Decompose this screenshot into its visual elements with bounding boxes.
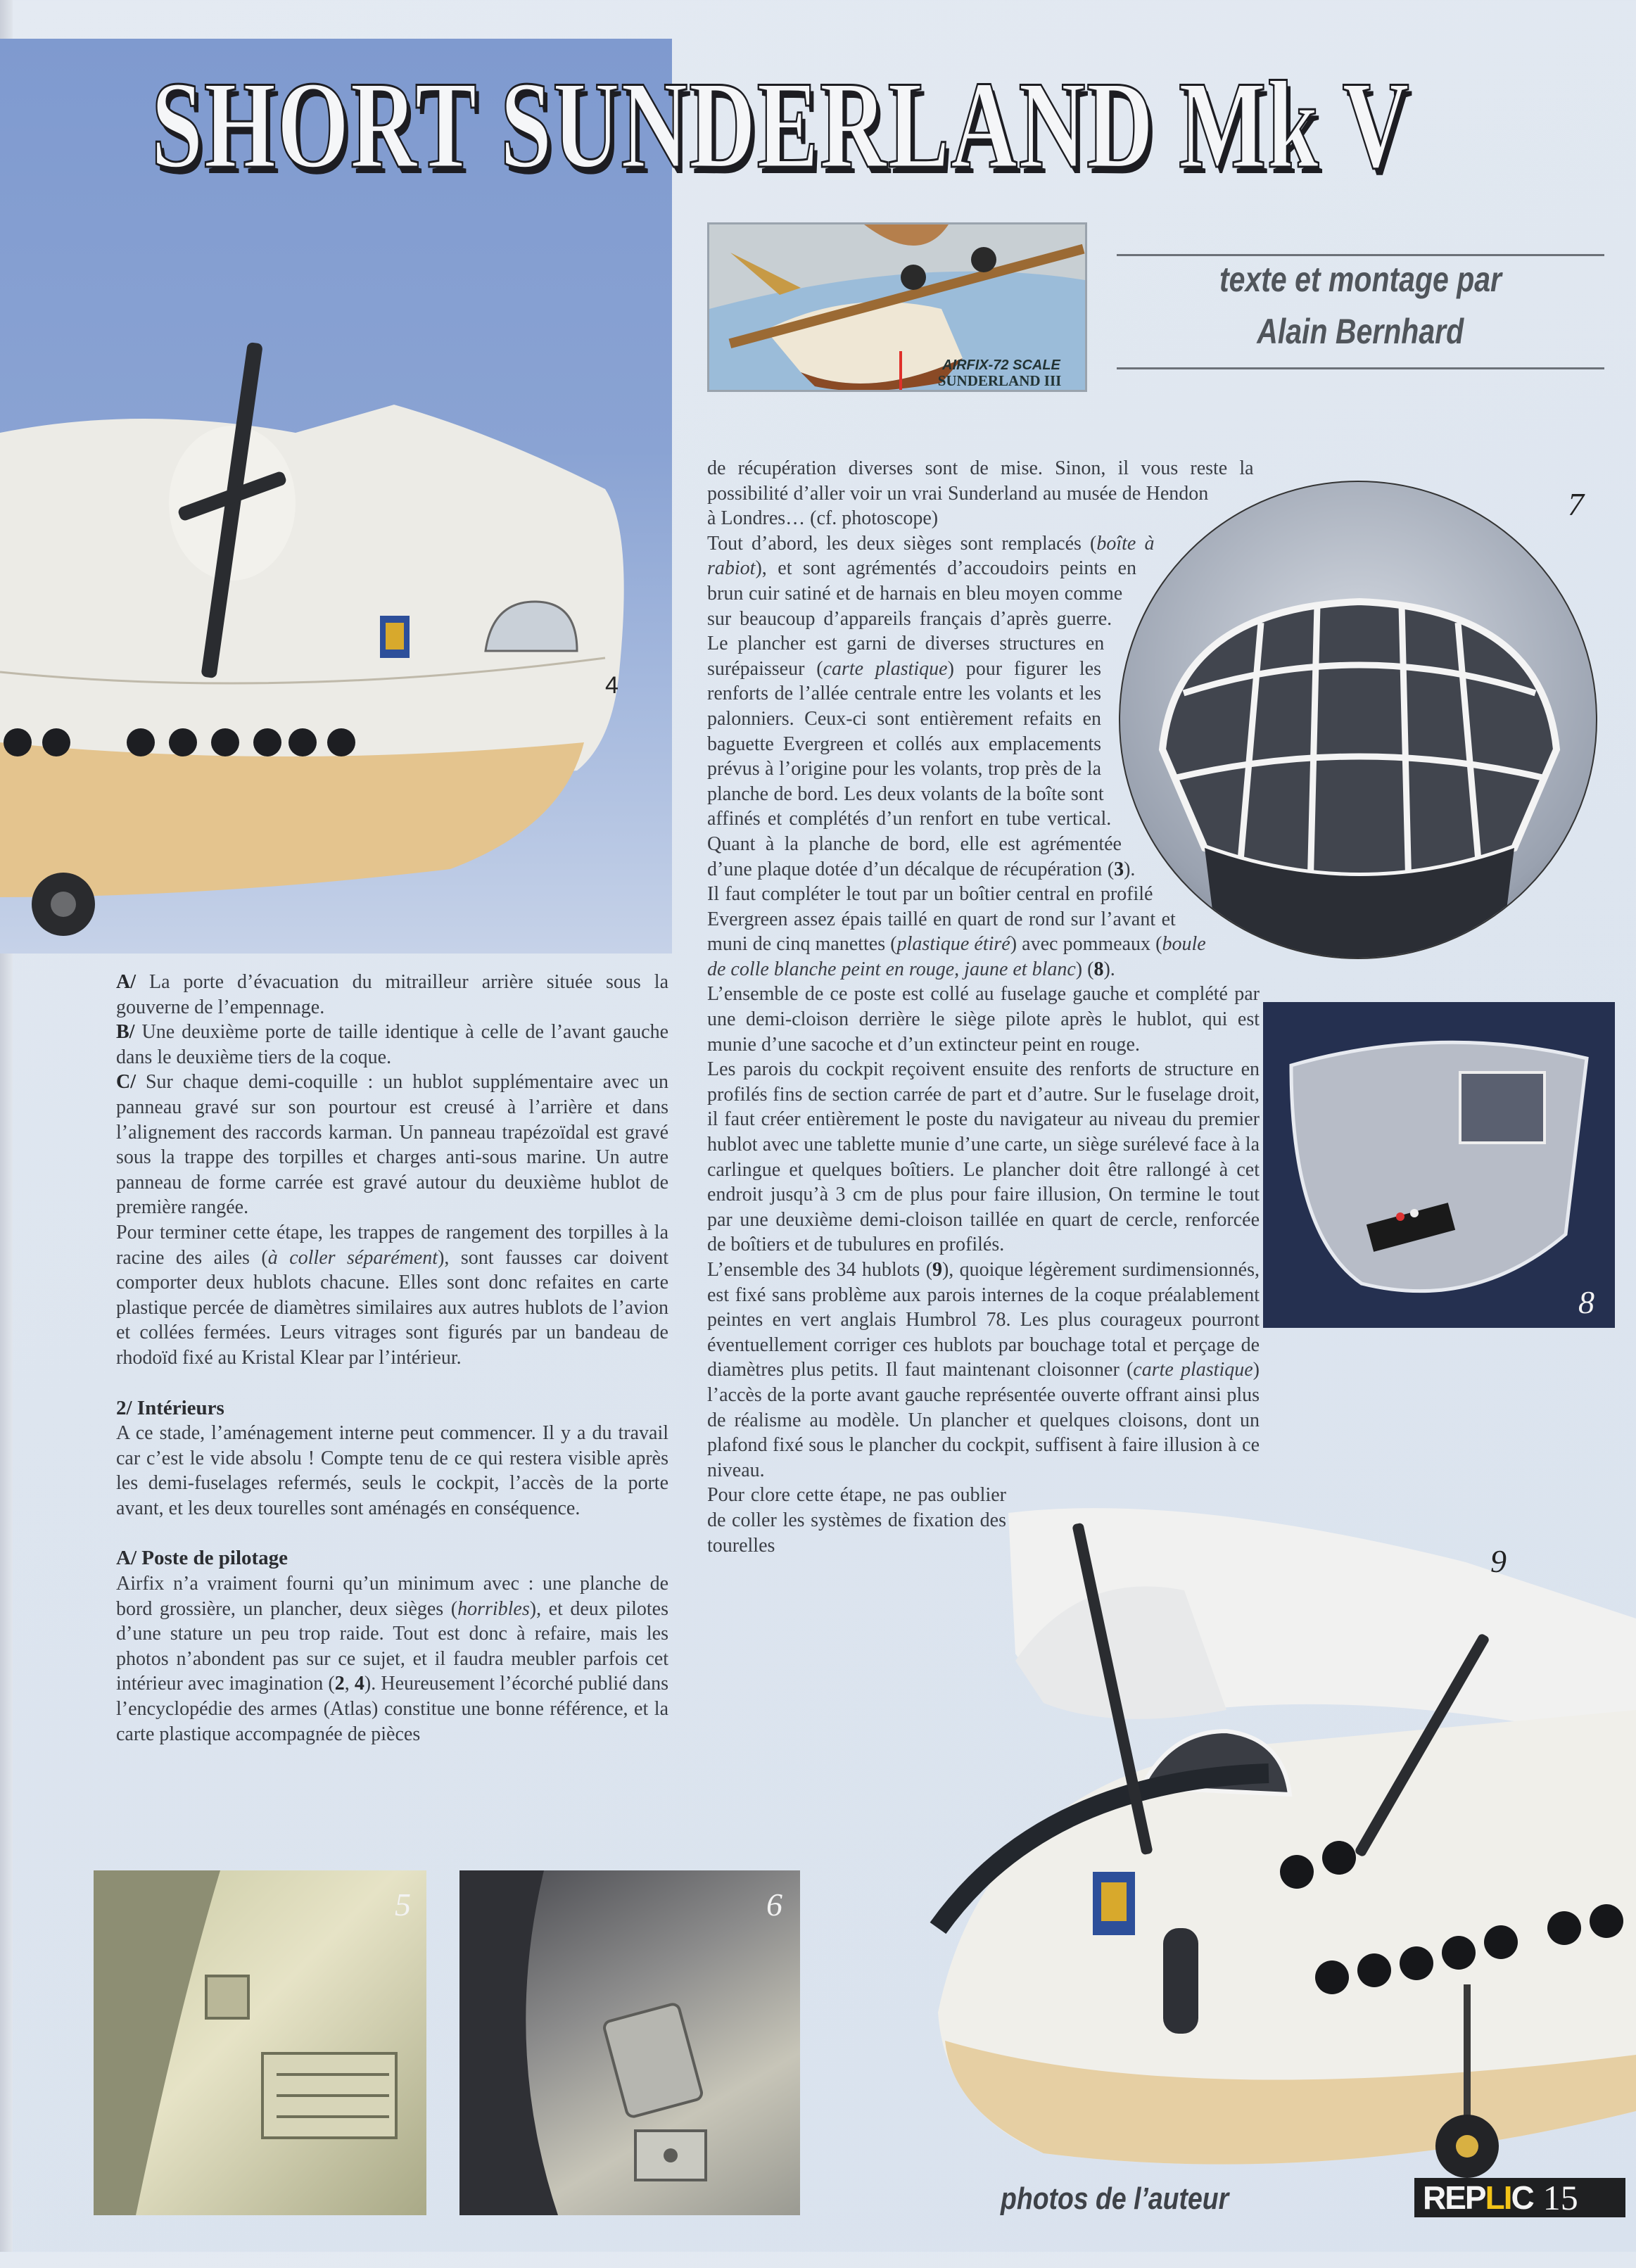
body-paragraph: [116, 1220, 668, 1371]
byline-line-1: texte et montage par: [1219, 260, 1502, 299]
section-heading: [116, 1546, 668, 1571]
bold-text: B/: [116, 1021, 135, 1044]
bold-text: 3: [1114, 858, 1124, 880]
text-run: ), et sont agrémentés d’accoudoirs peints en brun cuir satiné et de harnais en bleu moyen comme sur beaucoup d’appareils français d’après guerre. Le plancher est garni de diverses structures en surépaisseur (: [707, 557, 1136, 680]
body-paragraph: [116, 1571, 668, 1747]
text-run: Pour clore cette étape, ne pas oublier de coller les systèmes de fixation des tourelles: [707, 1484, 1006, 1557]
text-run: de récupération diverses sont de mise. Sinon, il vous reste la possibilité d’aller voir un vrai Sunderland au musée de Hendon à Londres… (cf. photoscope): [707, 457, 1254, 530]
text-run: ) avec pommeaux (: [1010, 933, 1162, 956]
text-run: L’ensemble des 34 hublots (: [707, 1259, 932, 1281]
page-title: SHORT SUNDERLAND Mk V: [151, 55, 1411, 194]
text-run: ), quoique légèrement surdimensionnés, est fixé sans problème aux parois internes de la coque préalablement peintes en vert anglais Humbrol 78. Les plus courageux pourront éventuellement corriger ces hublots par bouchage total et perçage de diamètres plus petits. Il faut maintenant cloisonner (: [707, 1259, 1260, 1381]
bold-text: 2: [334, 1673, 345, 1695]
section-heading: [116, 1396, 668, 1421]
text-run: A/ Poste de pilotage: [116, 1547, 288, 1570]
logo-part-2: C: [1511, 2179, 1533, 2216]
photo-6-interior-seats: [459, 1870, 800, 2215]
text-run: A ce stade, l’aménagement interne peut commencer. Il y a du travail car c’est le vide absolu ! Compte tenu de ce qui restera visible après les demi-fuselages refermés, seuls le cockpit, l’accès de la porte avant, et les deux tourelles sont aménagés en conséquence.: [116, 1422, 668, 1519]
text-run: ) l’accès de la porte avant gauche représentée ouverte offrant ainsi plus de réalisme au modèle. Un plancher et quelques cloisons, dont un plafond fixé sous le plancher du cockpit, suffisent à faire illusion à ce niveau.: [707, 1359, 1260, 1481]
logo-accent: LI: [1485, 2179, 1511, 2216]
bold-text: C/: [116, 1071, 136, 1094]
photo-8-cockpit-tub: [1263, 1002, 1615, 1328]
text-run: ) (: [1075, 958, 1094, 980]
italic-text: carte plastique: [1133, 1359, 1253, 1381]
page-number: 15: [1542, 2178, 1578, 2217]
replic-logo: [1423, 2179, 1533, 2217]
text-run: ).: [1103, 958, 1115, 980]
body-paragraph: [116, 1020, 668, 1070]
box-art-name-label: SUNDERLAND III: [937, 372, 1062, 389]
text-run: Tout d’abord, les deux sièges sont remplacés (: [707, 532, 1097, 555]
text-run: Les parois du cockpit reçoivent ensuite des renforts de structure en profilés fins de section carrée de part et d’autre. Sur le fuselage droit, il faut créer entièrement le poste du navigateur au niveau du premier hublot avec une tablette munie d’une carte, un siège surélevé face à la carlingue et quelques boîtiers. Le plancher doit être rallongé à cet endroit jusqu’à 3 cm de plus pour faire illusion, On termine le tout par une deuxième demi-cloison taillée en quart de cercle, renforcée de boîtiers et de tubulures en profilés.: [707, 1058, 1260, 1256]
italic-text: horribles: [457, 1597, 530, 1620]
photo-6-number: 6: [766, 1887, 782, 1922]
text-run: ). Il faut compléter le tout par un boîtier central en profilé Evergreen assez épais taillé en quart de rond sur l’avant et muni de cinq manettes (: [707, 858, 1176, 956]
photo-7-cockpit-canopy: [1119, 481, 1597, 959]
text-run: ), sont fausses car doivent comporter deux hublots chacune. Elles sont donc refaites en carte plastique percée de diamètres similaires aux autres hublots de l’avion et collées fermées. Leurs vitrages sont figurés par un bandeau de rhodoïd fixé au Kristal Klear par l’intérieur.: [116, 1246, 668, 1369]
text-run: ) pour figurer les renforts de l’allée centrale entre les volants et les palonniers. Ceux-ci sont entièrement refaits en baguette Evergreen et collés aux emplacements prévus à l’origine pour les volants, trop près de la planche de bord. Les deux volants de la boîte sont affinés et complétés d’un renfort en tube vertical. Quant à la planche de bord, elle est agrémentée d’une plaque dotée d’un décalque de récupération (: [707, 657, 1122, 880]
hull-code-number: 4: [605, 672, 619, 699]
airfix-box-art-image: [707, 222, 1087, 392]
box-art-scale-label: AIRFIX-72 SCALE: [942, 357, 1060, 373]
body-paragraph: [116, 1070, 668, 1220]
text-run: Airfix n’a vraiment fourni qu’un minimum avec : une planche de bord grossière, un plancher, deux sièges (: [116, 1573, 668, 1620]
photo-9-number: 9: [1490, 1543, 1507, 1579]
body-paragraph: [116, 970, 668, 1020]
left-column-text: [116, 970, 668, 1747]
photo-credit-text: photos de l’auteur: [1001, 2181, 1229, 2216]
bold-text: 8: [1093, 958, 1104, 980]
text-run: Pour terminer cette étape, les trappes de rangement des torpilles à la racine des ailes (: [116, 1221, 668, 1269]
text-run: ), et deux pilotes d’une stature un peu trop raide. Tout est donc à refaire, mais les photos n’abondent pas sur ce sujet, et il faudra meubler parfois cet intérieur avec imagination (: [116, 1597, 668, 1695]
photo-9-sunderland-nose: [832, 1478, 1636, 2188]
italic-text: carte plastique: [823, 657, 948, 680]
text-run: La porte d’évacuation du mitrailleur arrière située sous la gouverne de l’empennage.: [116, 971, 668, 1018]
byline-author: [1117, 314, 1604, 349]
text-run: ,: [344, 1673, 355, 1695]
byline-rule-top: [1117, 254, 1604, 256]
italic-text: boîte à rabiot: [707, 532, 1155, 580]
text-run: ). Heureusement l’écorché publié dans l’encyclopédie des armes (Atlas) constitue une bonne référence, et la carte plastique accompagnée de pièces: [116, 1673, 669, 1745]
body-paragraph: [116, 1421, 668, 1521]
text-run: 2/ Intérieurs: [116, 1396, 224, 1419]
magazine-page-badge: [1414, 2178, 1625, 2217]
paragraph-spacer: [116, 1521, 668, 1546]
photo-5-interior-floor: [94, 1870, 426, 2215]
text-run: Une deuxième porte de taille identique à celle de l’avant gauche dans le deuxième tiers de la coque.: [116, 1021, 668, 1068]
italic-text: à coller séparément: [267, 1246, 438, 1269]
text-run: Sur chaque demi-coquille : un hublot supplémentaire avec un panneau gravé sur son pourtour est creusé à l’arrière et dans l’alignement des raccords karman. Un panneau trapézoïdal est gravé sous la trappe des torpilles et charges anti-sous marine. Un autre panneau de forme carrée est gravé autour du deuxième hublot de première rangée.: [116, 1071, 668, 1219]
photo-8-number: 8: [1578, 1284, 1594, 1320]
photo-7-number: 7: [1568, 486, 1584, 522]
paragraph-spacer: [116, 1371, 668, 1396]
bold-text: A/: [116, 971, 136, 993]
photo-credit: [1001, 2181, 1269, 2217]
bold-text: 9: [932, 1259, 942, 1281]
logo-part-1: REP: [1423, 2179, 1485, 2216]
italic-text: plastique étiré: [896, 933, 1010, 956]
photo-5-number: 5: [395, 1887, 411, 1922]
text-run: L’ensemble de ce poste est collé au fuselage gauche et complété par une demi-cloison derrière le siège pilote après le hublot, qui est munie d’une sacoche et d’un extincteur peint en rouge.: [707, 983, 1260, 1056]
byline-author-name: Alain Bernhard: [1257, 312, 1464, 351]
bold-text: 4: [354, 1673, 364, 1695]
byline-credit: [1117, 262, 1604, 297]
byline-rule-bottom: [1117, 367, 1604, 369]
italic-text: boule de colle blanche peint en rouge, jaune et blanc: [707, 933, 1206, 980]
